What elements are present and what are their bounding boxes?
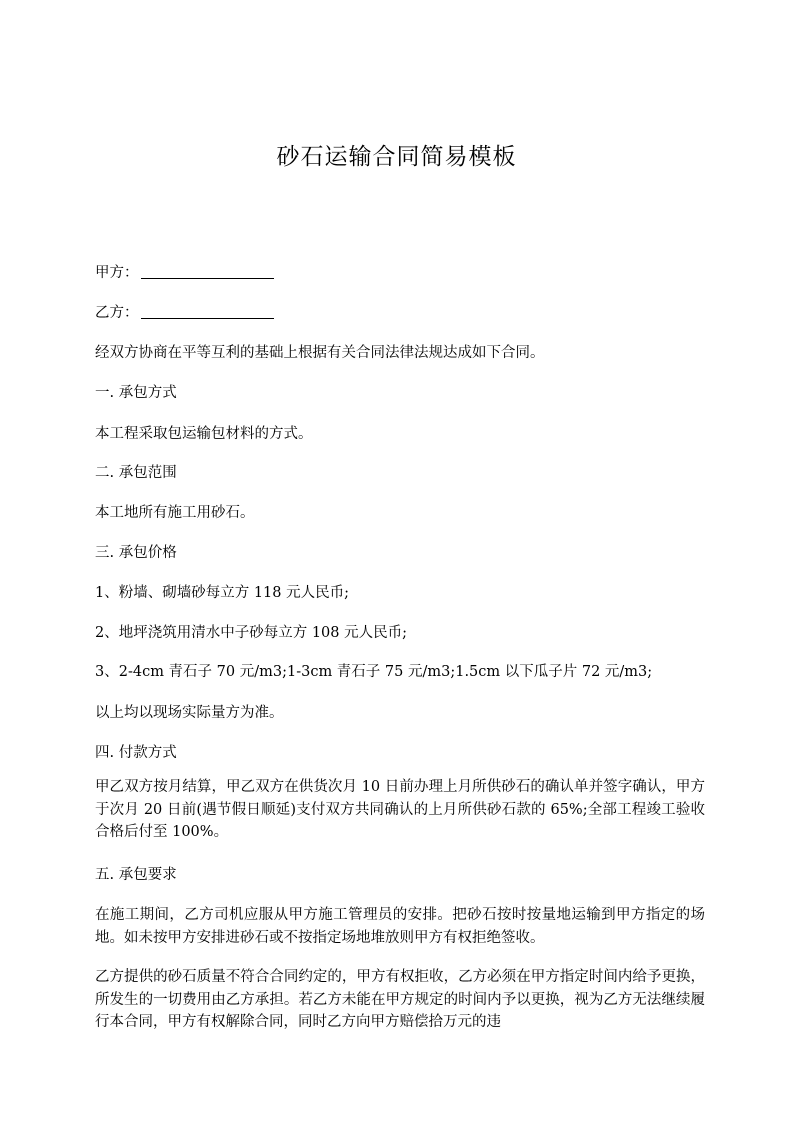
party-a-label: 甲方： — [95, 265, 139, 281]
party-a-line — [95, 262, 274, 284]
section-1-heading: 一. 承包方式 — [95, 385, 177, 401]
party-b-blank — [141, 304, 274, 319]
section-2-heading: 二. 承包范围 — [95, 465, 177, 481]
section-5-body-2: 乙方提供的砂石质量不符合合同约定的，甲方有权拒收，乙方必须在甲方指定时间内给予更换，所发生的一切费用由乙方承担。若乙方未能在甲方规定的时间内予以更换，视为乙方无法继续履行本合同，甲方有权解除合同，同时乙方向甲方赔偿拾万元的违 — [95, 969, 705, 1030]
section-3-heading: 三. 承包价格 — [95, 545, 177, 561]
section-5-body-1: 在施工期间，乙方司机应服从甲方施工管理员的安排。把砂石按时按量地运输到甲方指定的场地。如未按甲方安排进砂石或不按指定场地堆放则甲方有权拒绝签收。 — [95, 907, 705, 946]
party-a-blank — [141, 264, 274, 279]
section-4-heading: 四. 付款方式 — [95, 745, 177, 761]
intro-text: 经双方协商在平等互利的基础上根据有关合同法律法规达成如下合同。 — [95, 345, 545, 361]
section-2-body: 本工地所有施工用砂石。 — [95, 505, 255, 521]
section-3-note: 以上均以现场实际量方为准。 — [95, 705, 284, 721]
section-5-heading: 五. 承包要求 — [95, 867, 177, 883]
section-1-body: 本工程采取包运输包材料的方式。 — [95, 426, 313, 442]
party-b-label: 乙方： — [95, 305, 139, 321]
party-b-line — [95, 302, 274, 324]
section-4-body: 甲乙双方按月结算，甲乙双方在供货次月 10 日前办理上月所供砂石的确认单并签字确认，甲方于次月 20 日前(遇节假日顺延)支付双方共同确认的上月所供砂石款的 65%;全部工程竣工验收合格后付至 100%。 — [95, 779, 705, 840]
document-title: 砂石运输合同简易模板 — [276, 144, 517, 170]
section-3-item-3: 3、2-4cm 青石子 70 元/m3;1-3cm 青石子 75 元/m3;1.5cm 以下瓜子片 72 元/m3; — [95, 664, 653, 680]
section-3-item-1: 1、粉墙、砌墙砂每立方 118 元人民币; — [95, 585, 350, 601]
section-3-item-2: 2、地坪浇筑用清水中子砂每立方 108 元人民币; — [95, 625, 408, 641]
